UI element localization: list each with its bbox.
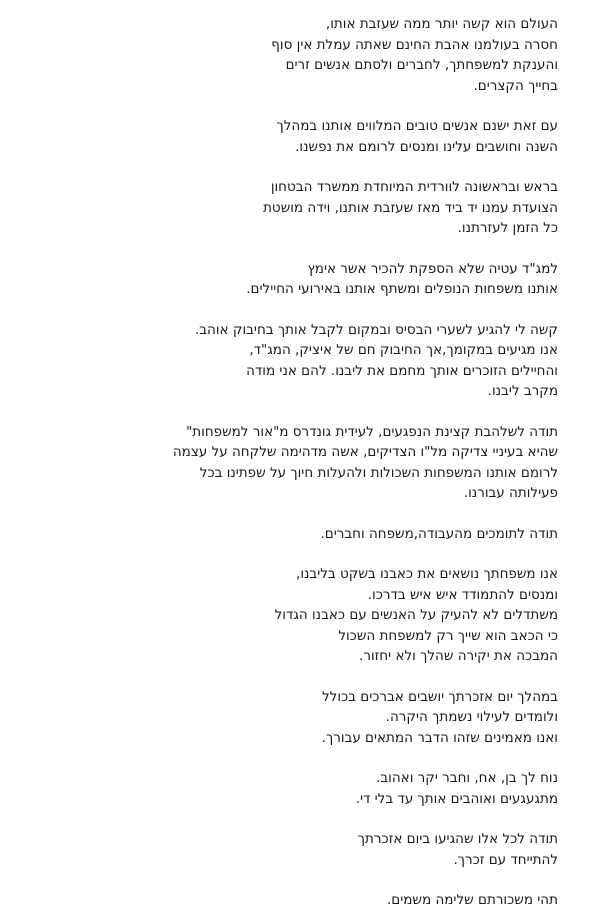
text-line: למג"ד עטיה שלא הספקת להכיר אשר אימץ <box>307 260 558 277</box>
text-line: ומנסים להתמודד איש איש בדרכו. <box>367 586 558 603</box>
text-line: אותנו משפחות הנופלים ומשתף אותנו באירועי החיילים. <box>246 281 558 297</box>
text-line: עם זאת ישנם אנשים טובים המלווים אותנו במהלך <box>276 118 558 134</box>
text-line: תודה לשלהבת קצינת הנפגעים, לעידית גונדרס מ"אור למשפחות" <box>186 423 558 440</box>
paragraph <box>38 768 558 809</box>
text-line: תהי משכורתם שלימה משמים. <box>386 892 558 908</box>
text-line: בראש ובראשונה לוורדית המיוחדת ממשרד הבטחון <box>270 179 558 195</box>
paragraph <box>38 890 558 911</box>
text-line: אנו מגיעים במקומך,אך החיבוק חם של איציק, המג"ד, <box>249 342 558 358</box>
text-line: שהיא בעיניי צדיקה מל"ו הצדיקים, אשה מדהימה שלקחה על עצמה <box>172 444 558 460</box>
text-line: מתגעגעים ואוהבים אותך עד בלי די. <box>355 790 558 807</box>
text-line: המבכה את יקירה שהלך ולא יחזור. <box>359 648 558 664</box>
text-line: העולם הוא קשה יותר ממה שעזבת אותו, <box>325 16 558 32</box>
text-line: והענקת למשפחתך, לחברים ולסתם אנשים זרים <box>285 57 558 73</box>
text-line: השנה וחושבים עלינו ומנסים לרומם את נפשנו. <box>295 138 558 155</box>
text-line: הצועדת עמנו יד ביד מאז שעזבת אותנו, וידה מושטת <box>263 199 558 216</box>
text-line: נוח לך בן, אח, וחבר יקר ואהוב. <box>376 770 558 786</box>
text-line: ולומדים לעילוי נשמתך היקרה. <box>385 709 558 725</box>
text-line: להתייחד עם זכרך. <box>453 851 558 868</box>
paragraph <box>38 564 558 667</box>
text-line: והחיילים הזוכרים אותך מחמם את ליבנו. להם אני מודה <box>246 362 558 379</box>
text-line: פעילותה עבורנו. <box>463 485 558 501</box>
text-line: מקרב ליבנו. <box>487 383 558 399</box>
paragraph <box>38 687 558 749</box>
text-line: חסרה בעולמנו אהבת החינם שאתה עמלת אין סוף <box>271 36 558 53</box>
paragraph <box>38 422 558 504</box>
paragraph <box>38 320 558 402</box>
paragraph <box>38 829 558 870</box>
text-line: ואנו מאמינים שזהו הדבר המתאים עבורך. <box>321 729 558 746</box>
letter-body <box>38 14 558 911</box>
text-line: כי הכאב הוא שייך רק למשפחת השכול <box>338 627 558 644</box>
text-line: תודה לכל אלו שהגיעו ביום אזכרתך <box>357 831 558 847</box>
text-line: משתדלים לא להעיק על האנשים עם כאבנו הגדול <box>274 607 558 623</box>
paragraph <box>38 177 558 239</box>
text-line: בחייך הקצרים. <box>473 77 558 94</box>
paragraph <box>38 259 558 300</box>
paragraph <box>38 116 558 157</box>
text-line: אנו משפחתך נושאים את כאבנו בשקט בליבנו, <box>296 566 558 582</box>
paragraph <box>38 14 558 96</box>
text-line: קשה לי להגיע לשערי הבסיס ובמקום לקבל אותך בחיבוק אוהב. <box>194 321 558 338</box>
text-line: תודה לתומכים מהעבודה,משפחה וחברים. <box>320 525 558 542</box>
text-line: לרומם אותנו המשפחות השכולות ולהעלות חיוך על שפתינו בכל <box>199 464 558 481</box>
text-line: במהלך יום אזכרתך יושבים אברכים בכולל <box>322 688 558 705</box>
text-line: כל הזמן לעזרתנו. <box>457 220 558 236</box>
paragraph <box>38 524 558 545</box>
